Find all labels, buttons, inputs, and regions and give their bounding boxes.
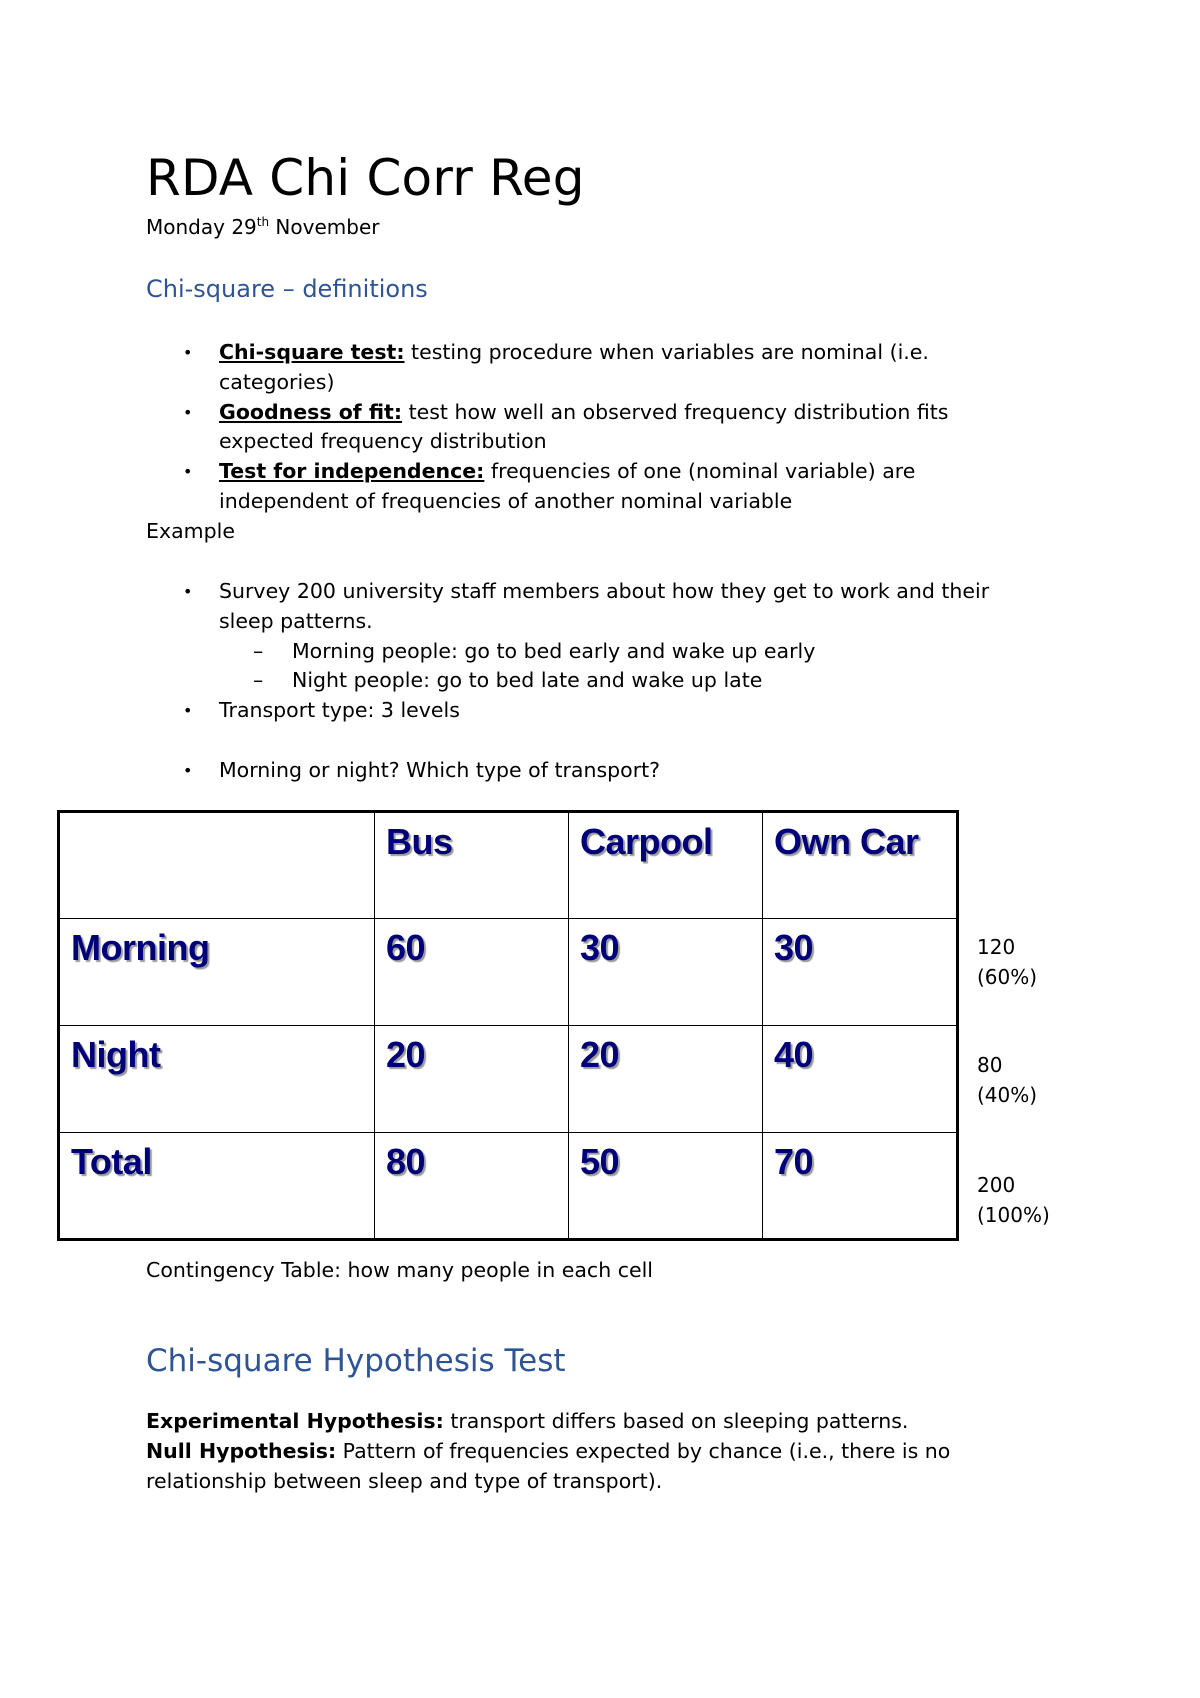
- definition-item: [146, 338, 1046, 398]
- date-ordinal: th: [256, 215, 270, 229]
- contingency-table: [57, 810, 959, 1241]
- date-suffix: November: [269, 215, 380, 239]
- example-text: Morning or night? Which type of transport?: [219, 757, 661, 782]
- table-caption: Contingency Table: how many people in each cell: [146, 1258, 653, 1282]
- experimental-hypothesis-label: Experimental Hypothesis:: [146, 1409, 444, 1433]
- dash-glyph: –: [253, 638, 264, 663]
- example-text: Survey 200 university staff members about how they get to work and their sleep patterns.: [219, 579, 990, 633]
- row-total-percent: (40%): [977, 1083, 1038, 1107]
- row-total-count: 200: [977, 1173, 1016, 1197]
- table-cell: 80: [375, 1133, 569, 1240]
- row-total-count: 120: [977, 935, 1016, 959]
- example-item: [146, 577, 1046, 696]
- example-sublist: [219, 637, 1046, 697]
- bullet-glyph: •: [183, 701, 193, 721]
- example-text: Transport type: 3 levels: [219, 698, 460, 723]
- null-hypothesis-text: Pattern of frequencies expected by chance (i.e., there is no relationship between sleep and type of transport).: [146, 1438, 951, 1493]
- example-subitem: [219, 637, 1046, 667]
- date-prefix: Monday 29: [146, 215, 257, 239]
- row-total-night: [977, 1050, 1037, 1110]
- table-row: [59, 919, 958, 1026]
- table-row: [59, 1026, 958, 1133]
- table-cell: 20: [375, 1026, 569, 1133]
- table-cell: 40: [763, 1026, 958, 1133]
- definition-text: frequencies of one (nominal variable) are independent of frequencies of another nominal variable: [219, 459, 916, 513]
- table-row-label: Total: [59, 1133, 375, 1240]
- bullet-glyph: •: [183, 402, 193, 422]
- hypotheses-block: [146, 1407, 1066, 1496]
- table-row-label: Morning: [59, 919, 375, 1026]
- example-item: [146, 696, 1046, 726]
- null-hypothesis: [146, 1437, 1066, 1497]
- definition-term: Chi-square test:: [219, 340, 405, 364]
- table-cell: 50: [569, 1133, 763, 1240]
- definition-term: Goodness of fit:: [219, 399, 403, 424]
- definition-text: test how well an observed frequency distribution fits expected frequency distribution: [219, 399, 949, 454]
- table-header-cell: Carpool: [569, 812, 763, 919]
- document-date: [146, 214, 379, 240]
- row-total-morning: [977, 932, 1037, 992]
- row-total-percent: (100%): [977, 1203, 1050, 1227]
- table-cell: 20: [569, 1026, 763, 1133]
- definition-item: [146, 457, 1046, 517]
- example-subitem: [219, 666, 1046, 696]
- table-header-cell: Own Car: [763, 812, 958, 919]
- row-total-overall: [977, 1170, 1050, 1230]
- table-cell: 70: [763, 1133, 958, 1240]
- bullet-glyph: •: [183, 343, 193, 362]
- section-heading-hypothesis: Chi-square Hypothesis Test: [146, 1343, 566, 1379]
- table-cell: 30: [569, 919, 763, 1026]
- definition-text: testing procedure when variables are nominal (i.e. categories): [219, 340, 929, 394]
- dash-glyph: –: [253, 668, 264, 693]
- table-row-label: Night: [59, 1026, 375, 1133]
- table-cell: 60: [375, 919, 569, 1026]
- bullet-glyph: •: [183, 760, 193, 780]
- row-total-percent: (60%): [977, 965, 1038, 989]
- example-label: Example: [146, 519, 235, 543]
- experimental-hypothesis: [146, 1407, 1066, 1437]
- null-hypothesis-label: Null Hypothesis:: [146, 1438, 337, 1463]
- example-list: [146, 577, 1046, 786]
- table-corner-cell: [59, 812, 375, 919]
- table-header-cell: Bus: [375, 812, 569, 919]
- table-header-row: [59, 812, 958, 919]
- experimental-hypothesis-text: transport differs based on sleeping patterns.: [443, 1409, 909, 1433]
- document-title: RDA Chi Corr Reg: [146, 149, 585, 207]
- section-heading-definitions: Chi-square – definitions: [146, 275, 428, 303]
- example-item: [146, 756, 1046, 786]
- row-total-count: 80: [977, 1053, 1003, 1077]
- definitions-list: [146, 338, 1046, 517]
- definition-term: Test for independence:: [219, 459, 485, 484]
- example-subitem-text: Morning people: go to bed early and wake up early: [292, 638, 816, 663]
- table-cell: 30: [763, 919, 958, 1026]
- example-subitem-text: Night people: go to bed late and wake up late: [292, 668, 763, 693]
- bullet-glyph: •: [183, 462, 193, 482]
- definition-item: [146, 398, 1046, 458]
- bullet-glyph: •: [183, 582, 193, 601]
- table-row: [59, 1133, 958, 1240]
